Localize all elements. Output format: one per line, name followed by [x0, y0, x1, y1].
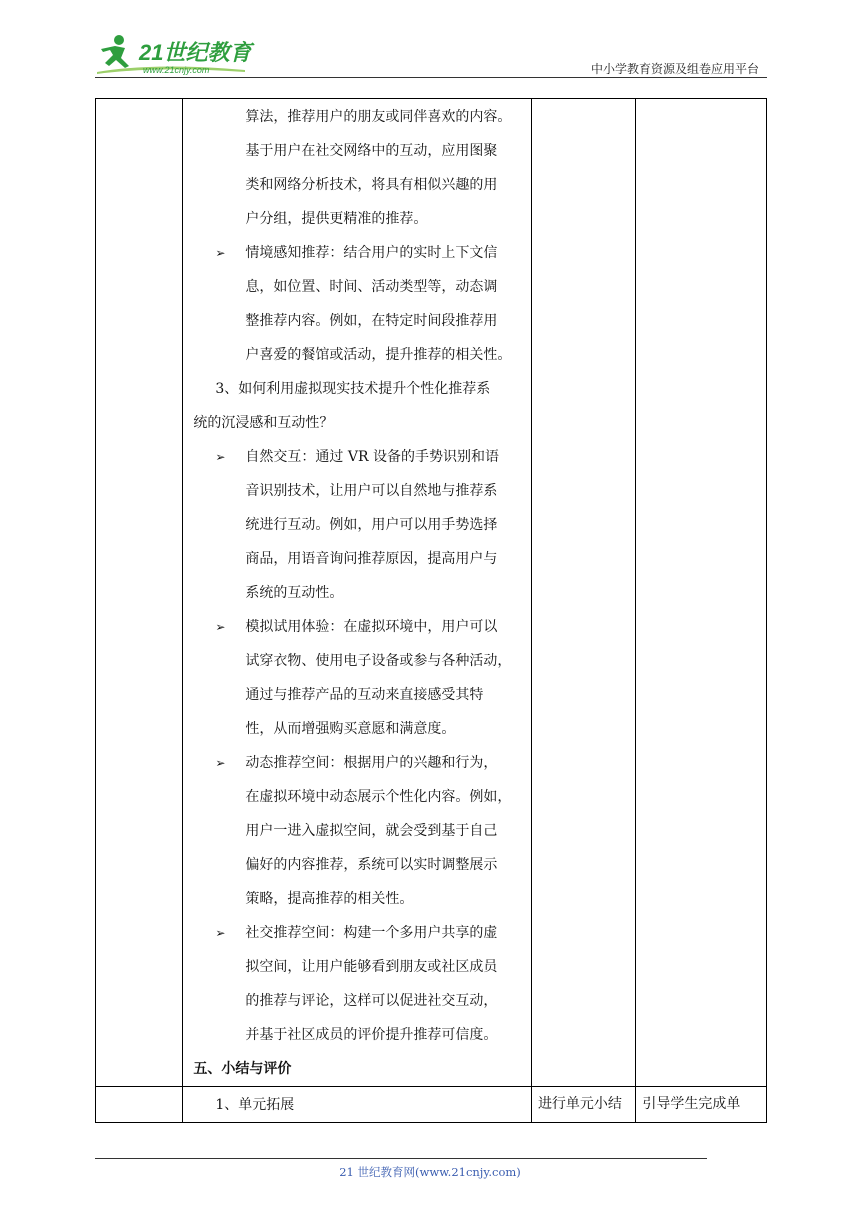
bullet-item — [193, 916, 521, 1052]
bullet-item — [193, 746, 521, 916]
arrow-bullet-icon: ➢ — [215, 450, 226, 464]
text-line: 性，从而增强购买意愿和满意度。 — [245, 721, 456, 737]
question-3 — [193, 372, 521, 406]
text-line: 的推荐与评论，这样可以促进社交互动， — [245, 993, 498, 1009]
svg-text:www.21cnjy.com: www.21cnjy.com — [143, 65, 210, 75]
text-line: 用户一进入虚拟空间，就会受到基于自己 — [245, 823, 498, 839]
text-line: 拟空间，让用户能够看到朋友或社区成员 — [245, 959, 498, 975]
bullet-item — [193, 440, 521, 610]
text-line: 统的沉浸感和互动性？ — [193, 415, 334, 431]
text-line: 息，如位置、时间、活动类型等，动态调 — [245, 279, 498, 295]
stage-cell — [96, 99, 183, 1087]
svg-text:21世纪教育: 21世纪教育 — [139, 40, 252, 65]
text-line: 户分组，提供更精准的推荐。 — [245, 211, 428, 227]
text-line: 情境感知推荐：结合用户的实时上下文信 — [245, 245, 498, 261]
text-line: 类和网络分析技术，将具有相似兴趣的用 — [245, 177, 498, 193]
text-line: 户喜爱的餐馆或活动，提升推荐的相关性。 — [245, 347, 512, 363]
student-activity-cell — [531, 99, 635, 1087]
teacher-activity-cell — [636, 99, 767, 1087]
text-line: 试穿衣物、使用电子设备或参与各种活动， — [245, 653, 512, 669]
arrow-bullet-icon: ➢ — [215, 246, 226, 260]
text-line: 通过与推荐产品的互动来直接感受其特 — [245, 687, 484, 703]
text-line: 社交推荐空间：构建一个多用户共享的虚 — [245, 925, 498, 941]
arrow-bullet-icon: ➢ — [215, 926, 226, 940]
header-platform-text: 中小学教育资源及组卷应用平台 — [590, 62, 759, 76]
teacher-activity-text: 引导学生完成单 — [642, 1096, 741, 1112]
page-header — [95, 30, 767, 78]
text-line: 偏好的内容推荐，系统可以实时调整展示 — [245, 857, 498, 873]
text-line: 整推荐内容。例如，在特定时间段推荐用 — [245, 313, 498, 329]
teacher-activity-cell — [636, 1087, 767, 1123]
text-line: 基于用户在社交网络中的互动，应用图聚 — [245, 143, 498, 159]
footer-text[interactable]: 21 世纪教育网(www.21cnjy.com) — [339, 1165, 521, 1179]
arrow-bullet-icon: ➢ — [215, 756, 226, 770]
stage-cell — [96, 1087, 183, 1123]
content-cell — [183, 1087, 532, 1123]
bullet-item — [193, 610, 521, 746]
header-divider — [95, 77, 767, 78]
text-line: 算法，推荐用户的朋友或同伴喜欢的内容。 — [245, 109, 512, 125]
footer-divider — [95, 1158, 707, 1159]
lesson-table — [95, 98, 767, 1123]
text-line: 系统的互动性。 — [245, 585, 344, 601]
text-line: 音识别技术，让用户可以自然地与推荐系 — [245, 483, 498, 499]
text-line: 并基于社区成员的评价提升推荐可信度。 — [245, 1027, 498, 1043]
arrow-bullet-icon: ➢ — [215, 620, 226, 634]
text-line: 3、如何利用虚拟现实技术提升个性化推荐系 — [215, 381, 491, 397]
content-cell — [183, 99, 532, 1087]
text-line: 统进行互动。例如，用户可以用手势选择 — [245, 517, 498, 533]
student-activity-text: 进行单元小结 — [537, 1096, 622, 1112]
text-line: 在虚拟环境中动态展示个性化内容。例如， — [245, 789, 512, 805]
text-line: 1、单元拓展 — [215, 1097, 295, 1113]
section-heading: 五、小结与评价 — [193, 1061, 292, 1077]
site-logo — [95, 32, 275, 76]
bullet-item — [193, 236, 521, 372]
text-line: 模拟试用体验：在虚拟环境中，用户可以 — [245, 619, 498, 635]
table-row — [96, 1087, 767, 1123]
student-activity-cell — [531, 1087, 635, 1123]
text-line: 商品，用语音询问推荐原因，提高用户与 — [245, 551, 498, 567]
text-line: 策略，提高推荐的相关性。 — [245, 891, 414, 907]
text-line: 动态推荐空间：根据用户的兴趣和行为， — [245, 755, 498, 771]
table-row — [96, 99, 767, 1087]
text-line: 自然交互：通过 VR 设备的手势识别和语 — [245, 449, 499, 465]
